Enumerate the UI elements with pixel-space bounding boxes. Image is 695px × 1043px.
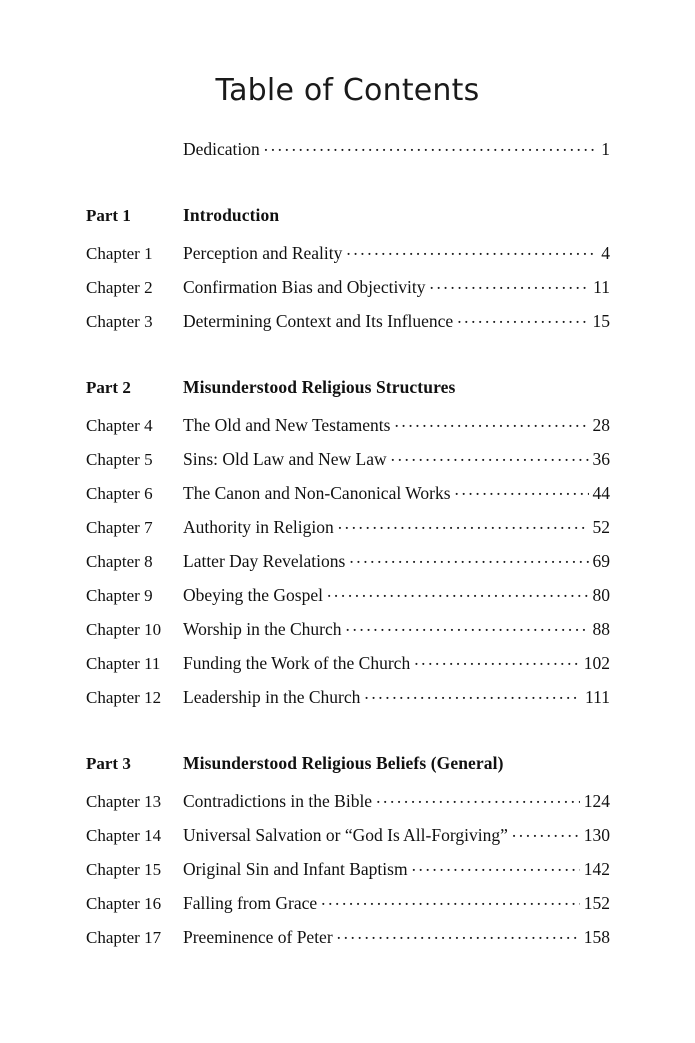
page-number: 88: [592, 618, 610, 639]
chapter-title: Worship in the Church: [183, 618, 342, 639]
chapter-number-label: Chapter 12: [86, 687, 162, 707]
toc-entry-row[interactable]: [86, 789, 610, 823]
part-number-label: Part 3: [86, 754, 131, 773]
page-title: Table of Contents: [215, 73, 480, 108]
chapter-number-label: Chapter 11: [86, 653, 161, 673]
toc-entry-row[interactable]: [86, 823, 610, 857]
dot-leader: [321, 891, 580, 909]
part-title: Misunderstood Religious Beliefs (General): [183, 753, 504, 773]
chapter-title: Obeying the Gospel: [183, 584, 323, 605]
page-number: 130: [583, 824, 610, 845]
dot-leader: [394, 413, 588, 431]
page-number: 36: [592, 448, 610, 469]
chapter-title: Falling from Grace: [183, 892, 318, 913]
chapter-number-label: Chapter 8: [86, 551, 153, 571]
toc-entry-row[interactable]: [86, 617, 610, 651]
chapter-number-label: Chapter 13: [86, 791, 162, 811]
chapter-number-label: Chapter 14: [86, 825, 162, 845]
page-number: 52: [592, 516, 610, 537]
page-number: 15: [592, 310, 610, 331]
toc-entry-row[interactable]: [86, 583, 610, 617]
toc-entry-row[interactable]: [86, 925, 610, 959]
chapter-title: Original Sin and Infant Baptism: [183, 858, 408, 879]
toc-entry-row[interactable]: [86, 685, 610, 719]
chapter-number-label: Chapter 9: [86, 585, 153, 605]
toc-entry-row[interactable]: [86, 309, 610, 343]
section-spacer: [86, 719, 610, 755]
toc-entry-row[interactable]: [86, 447, 610, 481]
toc-entry-list: [86, 137, 610, 959]
section-spacer: [86, 343, 610, 379]
part-heading-row[interactable]: [86, 379, 610, 413]
chapter-title: Determining Context and Its Influence: [183, 310, 454, 331]
chapter-title: Contradictions in the Bible: [183, 790, 373, 811]
page-number: 44: [592, 482, 610, 503]
page-number: 111: [585, 686, 610, 707]
dot-leader: [337, 925, 580, 943]
chapter-title: Universal Salvation or “God Is All-Forgiving”: [183, 824, 508, 845]
dot-leader: [338, 515, 589, 533]
toc-entry-row[interactable]: [86, 549, 610, 583]
dot-leader: [327, 583, 589, 601]
chapter-title: Latter Day Revelations: [183, 550, 346, 571]
dot-leader: [457, 309, 588, 327]
chapter-title: Dedication: [183, 138, 260, 159]
dot-leader: [455, 481, 589, 499]
page-number: 69: [592, 550, 610, 571]
page-number: 142: [583, 858, 610, 879]
chapter-number-label: Chapter 2: [86, 277, 153, 297]
chapter-title: Leadership in the Church: [183, 686, 361, 707]
chapter-number-label: Chapter 5: [86, 449, 153, 469]
part-title: Misunderstood Religious Structures: [183, 377, 456, 397]
toc-entry-row[interactable]: [86, 481, 610, 515]
dot-leader: [264, 137, 597, 155]
dot-leader: [349, 549, 588, 567]
page-number: 28: [592, 414, 610, 435]
dot-leader: [430, 275, 590, 293]
chapter-title: The Canon and Non-Canonical Works: [183, 482, 451, 503]
chapter-number-label: Chapter 10: [86, 619, 162, 639]
toc-entry-row[interactable]: [86, 515, 610, 549]
chapter-number-label: Chapter 7: [86, 517, 153, 537]
chapter-number-label: Chapter 16: [86, 893, 162, 913]
chapter-number-label: Chapter 17: [86, 927, 162, 947]
dot-leader: [364, 685, 581, 703]
toc-entry-row[interactable]: [86, 241, 610, 275]
page-number: 124: [583, 790, 610, 811]
part-number-label: Part 2: [86, 378, 131, 397]
toc-entry-row[interactable]: [86, 891, 610, 925]
chapter-number-label: Chapter 4: [86, 415, 153, 435]
dot-leader: [346, 241, 597, 259]
chapter-title: Confirmation Bias and Objectivity: [183, 276, 426, 297]
chapter-number-label: Chapter 3: [86, 311, 153, 331]
page-number: 102: [583, 652, 610, 673]
chapter-title: Preeminence of Peter: [183, 926, 333, 947]
page-number: 80: [592, 584, 610, 605]
toc-entry-row[interactable]: [86, 651, 610, 685]
toc-entry-row[interactable]: [86, 137, 610, 171]
part-number-label: Part 1: [86, 206, 131, 225]
dot-leader: [412, 857, 580, 875]
dot-leader: [414, 651, 580, 669]
chapter-title: Perception and Reality: [183, 242, 343, 263]
page-number: 152: [583, 892, 610, 913]
chapter-title: Sins: Old Law and New Law: [183, 448, 387, 469]
dot-leader: [391, 447, 589, 465]
chapter-title: Authority in Religion: [183, 516, 334, 537]
toc-entry-row[interactable]: [86, 275, 610, 309]
dot-leader: [376, 789, 580, 807]
section-spacer: [86, 171, 610, 207]
part-heading-row[interactable]: [86, 207, 610, 241]
page-number: 11: [593, 276, 610, 297]
part-heading-row[interactable]: [86, 755, 610, 789]
page-number: 158: [583, 926, 610, 947]
dot-leader: [346, 617, 589, 635]
chapter-number-label: Chapter 6: [86, 483, 153, 503]
page-number: 1: [601, 138, 610, 159]
toc-entry-row[interactable]: [86, 857, 610, 891]
dot-leader: [512, 823, 580, 841]
toc-entry-row[interactable]: [86, 413, 610, 447]
chapter-title: The Old and New Testaments: [183, 414, 391, 435]
chapter-number-label: Chapter 1: [86, 243, 153, 263]
chapter-number-label: Chapter 15: [86, 859, 162, 879]
page-number: 4: [601, 242, 610, 263]
chapter-title: Funding the Work of the Church: [183, 652, 411, 673]
part-title: Introduction: [183, 205, 280, 225]
